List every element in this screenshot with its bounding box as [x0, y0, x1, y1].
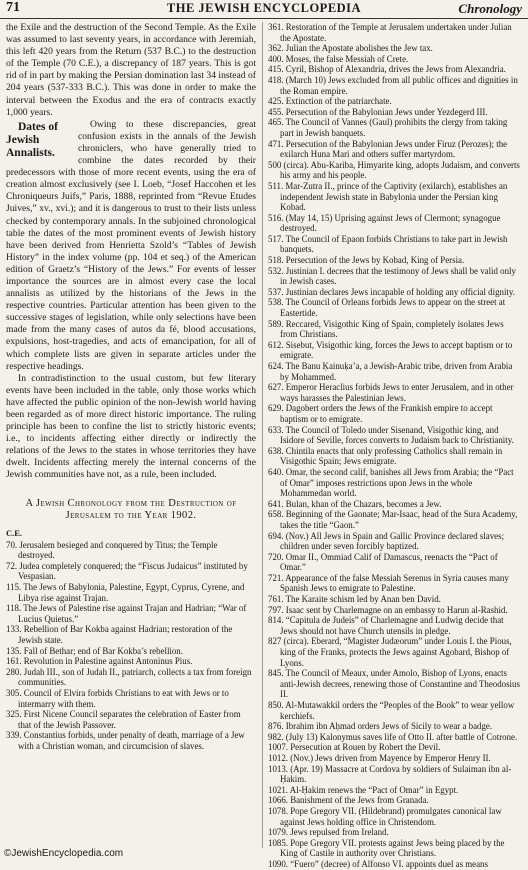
chronology-entry: 500 (circa). Abu-Kariba, Himyarite king, adopts Judaism, and converts his army and his people. — [268, 159, 520, 181]
chronology-entry: 720. Omar II., Ommiad Calif of Damascus, reenacts the “Pact of Omar.” — [268, 551, 498, 573]
chronology-entry: 537. Justinian declares Jews incapable of holding any official dignity. — [268, 286, 515, 297]
chronology-entry: 1079. Jews repulsed from Ireland. — [268, 827, 389, 838]
chronology-entry: 638. Chintila enacts that only professing Catholics shall remain in Visigothic Spain; Jews emigrate. — [268, 445, 503, 467]
chronology-entry: 72. Judea completely conquered; the “Fiscus Judaicus” instituted by Vespasian. — [6, 560, 248, 582]
page-number: 71 — [6, 0, 20, 15]
chronology-entry: 455. Persecution of the Babylonian Jews under Yezdegerd III. — [268, 106, 488, 117]
chronology-entry: 118. The Jews of Palestine rise against Trajan and Hadrian; “War of Lucius Quietus.” — [6, 603, 247, 624]
chronology-entry: 325. First Nicene Council separates the celebration of Easter from that of the Jewish Passover. — [6, 709, 241, 730]
chronology-entry: 761. The Karaite schism led by Anan ben David. — [268, 594, 441, 605]
margin-heading: Dates of Jewish Annalists. — [6, 120, 58, 159]
chronology-entry: 511. Mar-Zutra II., prince of the Captivity (exilarch), establishes an independent Jewish state in Babylonia under the Persian king Kobad. — [268, 180, 508, 213]
paragraph: In contradistinction to the usual custom, but few literary events have been included in the table, only those works which have affected the public opinion of the non-Jewish world having been regarded as of more direct historic importance. The ruling principle has been to confine the list to strictly historic events; i.e., to incidents affecting either directly or indirectly the relations of the Jews to the states in whose territories they have dwelt. Incidents affecting merely the internal concerns of the Jewish communities have not, as a rule, been included. — [6, 372, 256, 481]
chronology-entry: 361. Restoration of the Temple at Jerusalem undertaken under Julian the Apostate. — [268, 22, 512, 43]
chronology-heading: A Jewish Chronology from the Destruction of Jerusalem to the Year 1902. — [25, 497, 237, 522]
chronology-entry: 538. The Council of Orleans forbids Jews to appear on the street at Eastertide. — [268, 297, 506, 319]
page-header — [0, 0, 528, 19]
section-title: Chronology — [458, 1, 522, 16]
chronology-entry: 339. Constantius forbids, under penalty of death, marriage of a Jew with a Christian woman, and circumcision of slaves. — [6, 730, 245, 751]
chronology-entry: 797. Isaac sent by Charlemagne on an embassy to Harun al-Rashid. — [268, 604, 508, 615]
chronology-entry: 1066. Banishment of the Jews from Granada. — [268, 795, 429, 806]
running-title: THE JEWISH ENCYCLOPEDIA — [166, 1, 362, 15]
chronology-entry: 70. Jerusalem besieged and conquered by Titus; the Temple destroyed. — [6, 539, 218, 561]
chronology-entry: 694. (Nov.) All Jews in Spain and Gallic Province declared slaves; children under seven forcibly baptized. — [268, 530, 505, 552]
chronology-entry: 627. Emperor Heraclius forbids Jews to enter Jerusalem, and in other ways harasses the Palestinian Jews. — [268, 382, 514, 403]
chronology-entry: 721. Appearance of the false Messiah Serenus in Syria causes many Spanish Jews to emigrate to Palestine. — [268, 572, 509, 594]
chronology-entry: 876. Ibrahim ibn Aḥmad orders Jews of Sicily to wear a badge. — [268, 721, 493, 732]
chronology-entry: 612. Sisebut, Visigothic king, forces the Jews to accept baptism or to emigrate. — [268, 339, 513, 361]
chronology-entry: 280. Judah III., son of Judah II., patriarch, collects a tax from foreign communities. — [6, 666, 252, 688]
chronology-entry: 305. Council of Elvira forbids Christians to eat with Jews or to intermarry with them. — [6, 687, 229, 709]
chronology-entry: 1007. Persecution at Rouen by Robert the Devil. — [268, 742, 441, 753]
chronology-entry: 532. Justinian I. decrees that the testimony of Jews shall be valid only in Jewish cases. — [268, 265, 516, 287]
chronology-entry: 133. Rebellion of Bar Kokba against Hadrian; restoration of the Jewish state. — [6, 624, 233, 645]
chronology-entry: 518. Persecution of the Jews by Kobad, King of Persia. — [268, 255, 465, 266]
chronology-entry: 629. Dagobert orders the Jews of the Frankish empire to accept baptism or to emigrate. — [268, 403, 493, 424]
chronology-list-right — [268, 22, 522, 870]
chronology-entry: 1078. Pope Gregory VII. (Hildebrand) promulgates canonical law against Jews holding office in Christendom. — [268, 805, 502, 827]
chronology-entry: 624. The Banu Ḳainuḳa’a, a Jewish-Arabic tribe, driven from Arabia by Mohammed. — [268, 361, 513, 382]
paragraph-with-sidenote — [6, 119, 256, 373]
column-divider — [262, 22, 263, 848]
chronology-entry: 517. The Council of Epaon forbids Christians to take part in Jewish banquets. — [268, 233, 508, 255]
chronology-entry: 589. Reccared, Visigothic King of Spain, completely isolates Jews from Christians. — [268, 318, 504, 340]
chronology-entry: 1085. Pope Gregory VII. protests against Jews being placed by the King of Castile in authority over Christians. — [268, 837, 505, 859]
paragraph: the Exile and the destruction of the Second Temple. As the Exile was assumed to last seventy years, in accordance with Jeremiah, this left 420 years from the Return (537 B.C.) to the destruction of the Temple (70 C.E.), a discrepancy of 187 years. This is got rid of in part by making the Persian domination last 34 instead of 204 years (537-333 B.C.). This was done in order to make the interval between the Exodus and the era of contracts exactly 1,000 years. — [6, 22, 256, 118]
chronology-entry: 465. The Council of Vannes (Gaul) prohibits the clergy from taking part in Jewish banquets. — [268, 117, 508, 138]
era-label: C.E. — [6, 527, 23, 538]
chronology-entry: 633. The Council of Toledo under Sisenand, Visigothic king, and Isidore of Seville, forces converts to Judaism back to Christianity. — [268, 424, 514, 446]
chronology-entry: 658. Beginning of the Gaonate; Mar-Isaac, head of the Sura Academy, takes the title “Gaon.” — [268, 509, 518, 530]
paragraph-text: Owing to these discrepancies, great confusion exists in the annals of the Jewish chroniclers, who have generally tried to combine the dates recorded by their predecessors with those of more recent events, using the era of creation almost exclusively (see I. Loeb, “Josef Haccohen et les Chroniqueurs Juifs,” Paris, 1888, reprinted from “Revue Etudes Juives,” xv., xvi.); and it is dangerous to trust to their lists unless checked by contemporary annals. In the subjoined chronological table the dates of the most prominent events of Jewish history have been derived from Henrietta Szold’s “Tables of Jewish History” in the index volume (pp. 104 et seq.) of the American edition of Graetz’s “History of the Jews.” For events of lesser importance the sources are in almost every case the local annalists as utilized by the historians of the Jews in the respective countries. Particular attention has been given to the successive stages of legislation, while only selections have been made from the many cases of autos da fé, blood accusations, expulsions, host-tragedies, and acts of emancipation, for all of which complete lists are given in separate articles under the respective headings. — [6, 118, 256, 372]
chronology-entry: 982. (July 13) Kalonymus saves life of Otto II. after battle of Cotrone. — [268, 731, 518, 742]
chronology-entry: 471. Persecution of the Babylonian Jews under Firuz (Perozes); the exilarch Huna Mari and others suffer martyrdom. — [268, 138, 508, 160]
chronology-entry: 400. Moses, the false Messiah of Crete. — [268, 53, 409, 64]
chronology-entry: 516. (May 14, 15) Uprising against Jews of Clermont; synagogue destroyed. — [268, 212, 501, 234]
chronology-entry: 814. “Capitula de Judeis” of Charlemagne and Ludwig decide that Jews should not have Church utensils in pledge. — [268, 615, 504, 636]
chronology-entry: 641. Bulan, khan of the Chazars, becomes a Jew. — [268, 498, 442, 509]
right-column — [268, 22, 522, 870]
chronology-entry: 1021. Al-Ḥakim renews the “Pact of Omar” in Egypt. — [268, 784, 459, 795]
chronology-entry: 415. Cyril, Bishop of Alexandria, drives the Jews from Alexandria. — [268, 64, 506, 75]
chronology-entry: 1090. “Fuero” (decree) of Alfonso VI. appoints duel as means — [268, 858, 488, 869]
chronology-entry: 115. The Jews of Babylonia, Palestine, Egypt, Cyprus, Cyrene, and Libya rise against Trajan. — [6, 582, 245, 603]
chronology-entry: 418. (March 10) Jews excluded from all public offices and dignities in the Roman empire. — [268, 74, 518, 96]
chronology-entry: 135. Fall of Bethar; end of Bar Kokba’s rebellion. — [6, 645, 183, 656]
chronology-entry: 827 (circa). Eberard, “Magister Judæorum” under Louis I. the Pious, king of the Franks, protects the Jews against Agobard, Bishop of Lyons. — [268, 636, 512, 668]
chronology-entry: 1012. (Nov.) Jews driven from Mayence by Emperor Henry II. — [268, 752, 491, 763]
chronology-entry: 425. Extinction of the patriarchate. — [268, 96, 392, 107]
chronology-entry: 640. Omar, the second calif, banishes all Jews from Arabia; the “Pact of Omar” imposes restrictions upon Jews in the whole Mohammedan world. — [268, 466, 514, 499]
chronology-entry: 845. The Council of Meaux, under Amolo, Bishop of Lyons, enacts anti-Jewish decrees, renewing those of Constantine and Theodosius II. — [268, 668, 520, 700]
chronology-list-left — [6, 540, 256, 752]
chronology-entry: 1013. (Apr. 19) Massacre at Cordova by soldiers of Sulaiman ibn al-Ḥakim. — [268, 763, 512, 785]
chronology-entry: 161. Revolution in Palestine against Antoninus Pius. — [6, 656, 193, 667]
chronology-entry: 362. Julian the Apostate abolishes the Jew tax. — [268, 43, 433, 54]
copyright-footer: ©JewishEncyclopedia.com — [4, 848, 124, 859]
chronology-entry: 850. Al-Mutawakkil orders the “Peoples of the Book” to wear yellow kerchiefs. — [268, 700, 515, 721]
left-column — [6, 22, 256, 752]
